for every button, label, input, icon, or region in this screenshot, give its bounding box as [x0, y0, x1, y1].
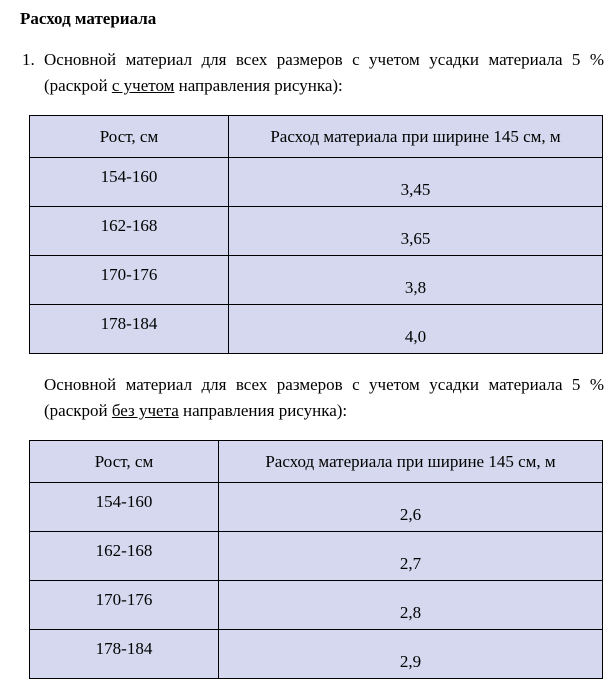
height-value: 178-184: [95, 639, 153, 658]
paragraph-text-after: направления рисунка):: [174, 76, 343, 95]
height-cell: [30, 158, 229, 207]
table-row: [30, 256, 603, 305]
table-row: [30, 581, 603, 630]
consumption-cell: [229, 207, 603, 256]
consumption-cell: [219, 581, 603, 630]
consumption-cell: [229, 158, 603, 207]
height-cell: [30, 532, 219, 581]
table-header-row: [30, 116, 603, 158]
height-cell: [30, 305, 229, 354]
section-1-paragraph: [22, 47, 604, 99]
header-consumption: Расход материала при ширине 145 см, м: [219, 441, 603, 483]
paragraph-underlined-text: с учетом: [111, 76, 175, 95]
consumption-value: 4,0: [404, 327, 427, 346]
height-value: 162-168: [100, 216, 158, 235]
section-2-paragraph: [44, 372, 604, 424]
header-height: Рост, см: [30, 441, 219, 483]
height-cell: [30, 581, 219, 630]
height-value: 154-160: [100, 167, 158, 186]
consumption-value: 3,8: [404, 278, 427, 297]
consumption-cell: [229, 256, 603, 305]
consumption-value: 3,65: [400, 229, 431, 248]
table-row: [30, 207, 603, 256]
paragraph-text-before: Основной материал для всех размеров с учетом усадки материала 5 % (раскрой: [44, 50, 604, 95]
height-cell: [30, 256, 229, 305]
consumption-value: 2,7: [399, 554, 422, 573]
consumption-cell: [219, 483, 603, 532]
consumption-cell: [229, 305, 603, 354]
height-cell: [30, 483, 219, 532]
consumption-value: 3,45: [400, 180, 431, 199]
table-row: [30, 305, 603, 354]
consumption-value: 2,8: [399, 603, 422, 622]
consumption-cell: [219, 532, 603, 581]
height-cell: [30, 630, 219, 679]
table-row: [30, 158, 603, 207]
height-value: 178-184: [100, 314, 158, 333]
table-row: [30, 630, 603, 679]
table-header-row: [30, 441, 603, 483]
consumption-value: 2,6: [399, 505, 422, 524]
consumption-value: 2,9: [399, 652, 422, 671]
consumption-cell: [219, 630, 603, 679]
consumption-table-with-pattern: [29, 115, 603, 354]
height-value: 162-168: [95, 541, 153, 560]
height-cell: [30, 207, 229, 256]
header-consumption: Расход материала при ширине 145 см, м: [229, 116, 603, 158]
table-row: [30, 532, 603, 581]
list-number: 1.: [22, 50, 35, 69]
table-row: [30, 483, 603, 532]
height-value: 154-160: [95, 492, 153, 511]
paragraph-text-before: Основной материал для всех размеров с учетом усадки материала 5 % (раскрой: [44, 375, 604, 420]
paragraph-text-after: направления рисунка):: [178, 401, 348, 420]
document-heading: Расход материала: [20, 9, 157, 28]
header-height: Рост, см: [30, 116, 229, 158]
height-value: 170-176: [95, 590, 153, 609]
consumption-table-without-pattern: [29, 440, 603, 679]
paragraph-underlined-text: без учета: [111, 401, 179, 420]
height-value: 170-176: [100, 265, 158, 284]
